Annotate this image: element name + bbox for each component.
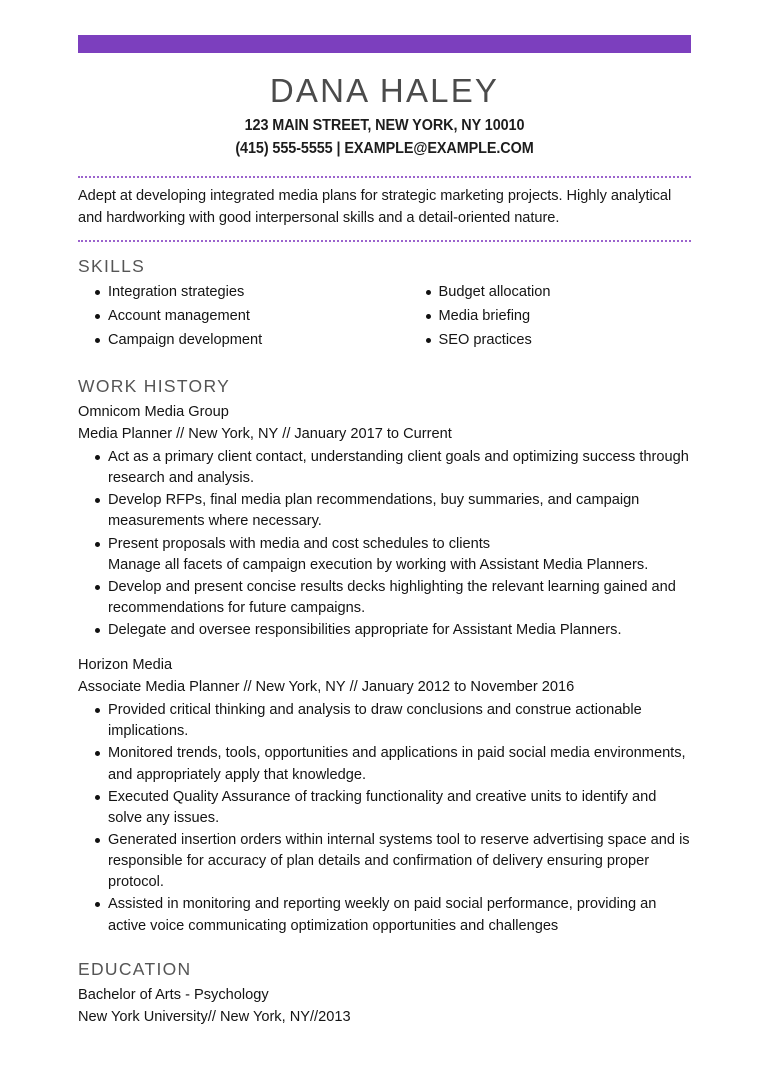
section-title-work-history: WORK HISTORY [78, 376, 231, 397]
duty-text: Delegate and oversee responsibilities appropriate for Assistant Media Planners. [108, 622, 622, 639]
duty-text: Provided critical thinking and analysis to draw conclusions and construe actionable implications. [108, 702, 642, 740]
duty-text: Present proposals with media and cost schedules to clients [108, 535, 491, 552]
meta-separator: // [207, 1008, 216, 1025]
duty-text: Develop and present concise results decks highlighting the relevant learning gained and recommendations for future campaigns. [108, 578, 676, 616]
job-meta [78, 677, 691, 699]
list-item [78, 490, 691, 532]
duty-text: Act as a primary client contact, understanding client goals and optimizing success through research and analysis. [108, 448, 689, 487]
candidate-name: DANA HALEY [269, 72, 500, 109]
duty-text: Monitored trends, tools, opportunities and applications in paid social media environments, and appropriately apply that knowledge. [108, 745, 686, 783]
job-dates: January 2012 to November 2016 [361, 679, 575, 696]
list-item: Integration strategies [78, 282, 385, 303]
divider-bottom [78, 240, 691, 242]
job-dates: January 2017 to Current [294, 426, 452, 442]
skills-column-left [78, 282, 385, 354]
skills-section [78, 282, 691, 354]
education-location: New York, NY [219, 1008, 310, 1025]
education-year: 2013 [318, 1008, 351, 1025]
list-item [78, 534, 691, 576]
education-meta [78, 1007, 691, 1029]
meta-separator: // [282, 426, 291, 442]
meta-separator: // [243, 679, 252, 696]
skills-list-left [78, 282, 385, 351]
duty-text: Executed Quality Assurance of tracking functionality and creative units to identify and solve any issues. [108, 788, 657, 826]
job-title: Associate Media Planner [78, 679, 240, 696]
duty-text: Assisted in monitoring and reporting weekly on paid social performance, providing an active voice communicating optimization opportunities and challenges [108, 896, 657, 934]
education-degree: Bachelor of Arts - Psychology [78, 986, 269, 1003]
list-item: Media briefing [409, 306, 692, 327]
education-school: New York University [78, 1008, 208, 1025]
meta-separator: // [310, 1008, 319, 1025]
employer-name: Horizon Media [78, 657, 173, 674]
job-location: New York, NY [255, 679, 346, 696]
list-item [78, 700, 691, 742]
contact-phone-email: (415) 555-5555 | EXAMPLE@EXAMPLE.COM [235, 140, 534, 158]
skills-column-right [385, 282, 692, 354]
list-item [78, 743, 691, 785]
list-item [78, 830, 691, 893]
list-item [78, 620, 691, 641]
duties-list [78, 447, 691, 641]
work-history-entry [78, 402, 691, 641]
job-location: New York, NY [188, 426, 279, 442]
work-history-entry [78, 655, 691, 937]
duty-text: Generated insertion orders within internal systems tool to reserve advertising space and is responsible for accuracy of plan details and confirmation of delivery ensuring proper protocol. [108, 832, 690, 891]
section-title-education: EDUCATION [78, 958, 192, 979]
duty-text: Develop RFPs, final media plan recommendations, buy summaries, and campaign measurements where necessary. [108, 492, 640, 530]
duty-continuation: Manage all facets of campaign execution by working with Assistant Media Planners. [108, 556, 649, 573]
summary-text: Adept at developing integrated media plans for strategic marketing projects. Highly analytical and hardworking with good interpersonal skills and a detail-oriented nature. [78, 188, 672, 227]
list-item: SEO practices [409, 330, 692, 351]
list-item [78, 787, 691, 829]
skills-list-right [409, 282, 692, 351]
job-title: Media Planner [78, 426, 173, 442]
meta-separator: // [176, 426, 185, 442]
section-title-skills: SKILLS [78, 255, 146, 276]
list-item [78, 577, 691, 619]
meta-separator: // [349, 679, 358, 696]
employer-name: Omnicom Media Group [78, 404, 229, 421]
list-item: Campaign development [78, 330, 385, 351]
list-item [78, 447, 691, 489]
contact-address: 123 MAIN STREET, NEW YORK, NY 10010 [244, 117, 525, 135]
resume-content [78, 0, 691, 1029]
duties-list [78, 700, 691, 937]
list-item: Budget allocation [409, 282, 692, 303]
accent-bar [78, 35, 691, 53]
job-meta [78, 424, 691, 446]
list-item [78, 894, 691, 936]
list-item: Account management [78, 306, 385, 327]
